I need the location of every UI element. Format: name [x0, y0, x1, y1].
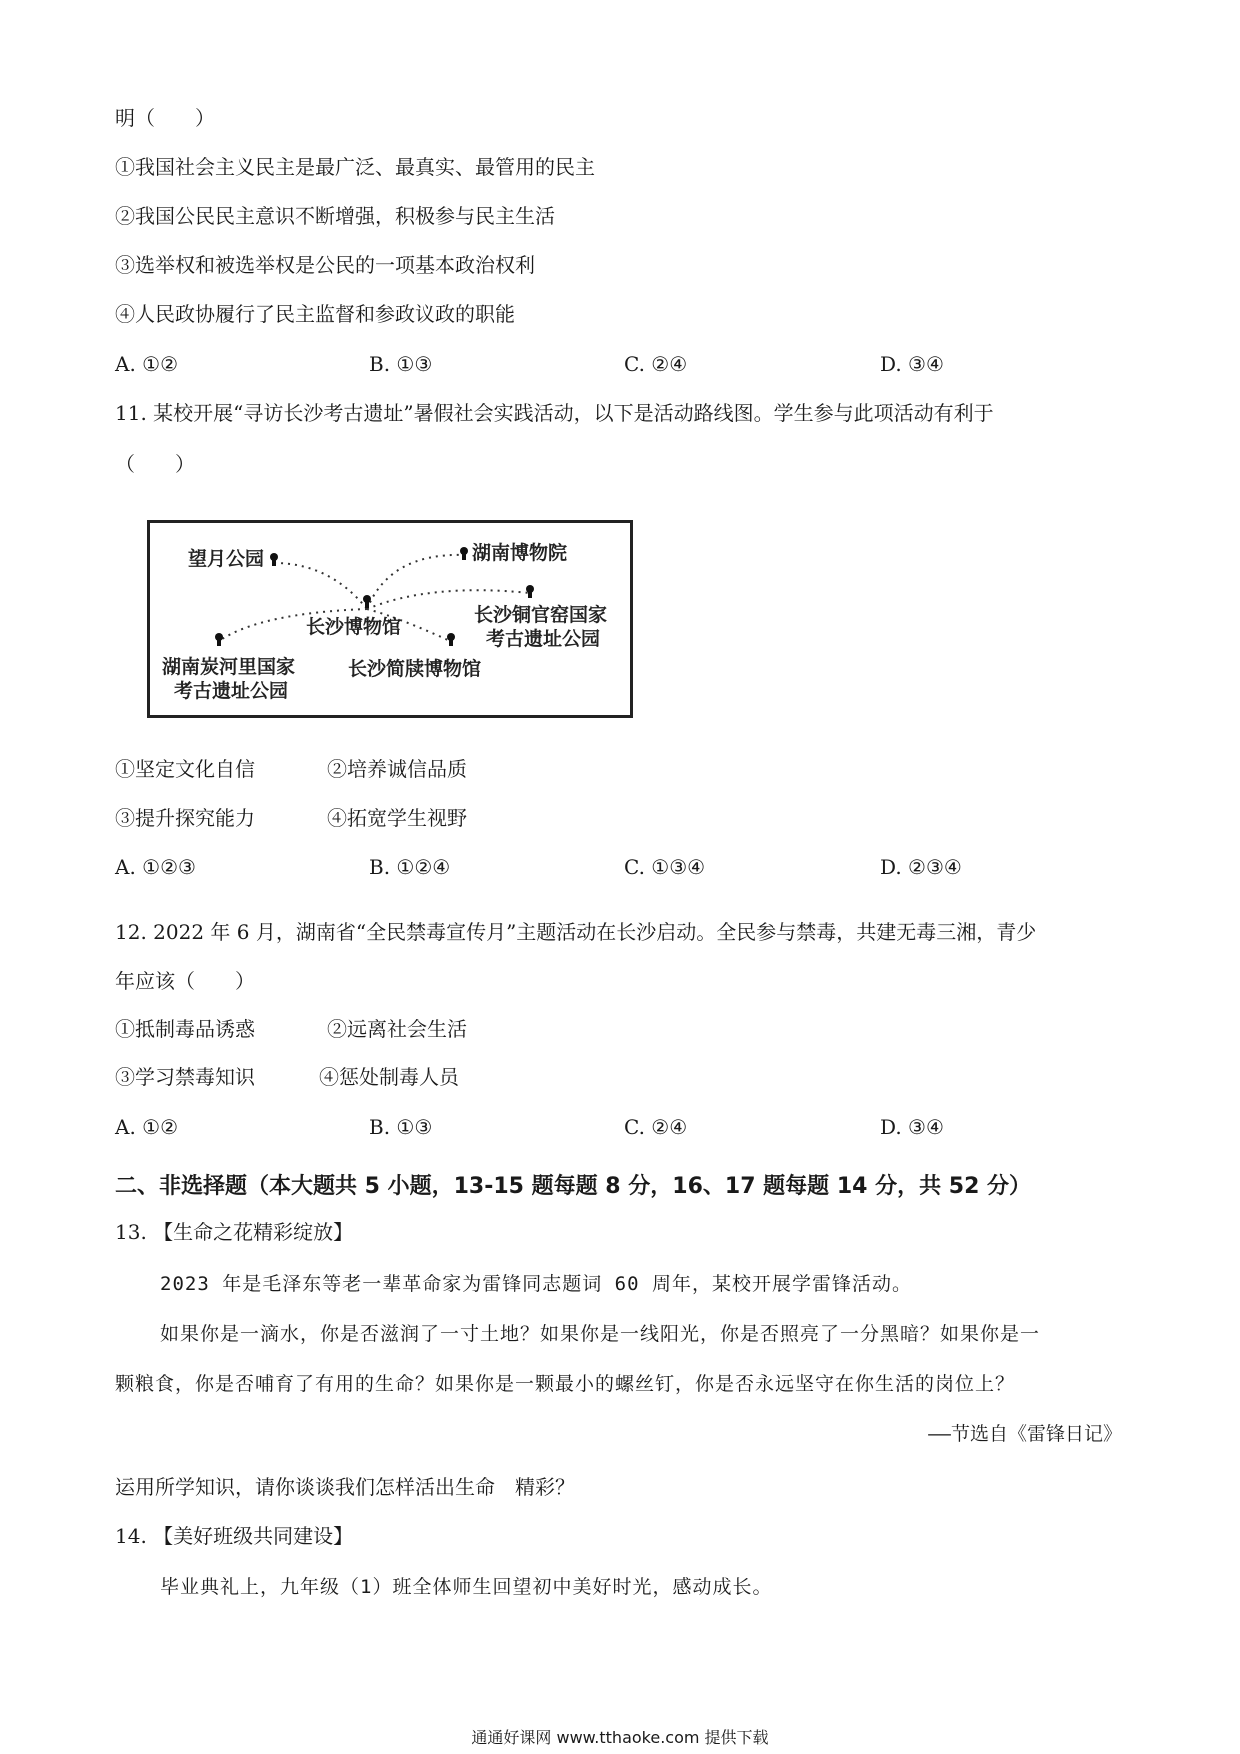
route-hunan-museum: [367, 555, 463, 609]
q10-item-4: ④人民政协履行了民主监督和参政议政的职能: [115, 302, 515, 326]
label-jiandu: 长沙简牍博物馆: [348, 658, 482, 680]
page-footer: 通通好课网 www.tthaoke.com 提供下载: [471, 1728, 769, 1747]
q11-item-4: ④拓宽学生视野: [327, 806, 467, 830]
q10-item-1: ①我国社会主义民主是最广泛、最真实、最管用的民主: [115, 155, 595, 179]
route-wangyue: [274, 563, 367, 609]
q12-item-2: ②远离社会生活: [327, 1017, 467, 1041]
route-map: [147, 520, 633, 718]
pin-jiandu-icon: [447, 633, 455, 641]
q10-option-b: B. ①③: [369, 352, 433, 376]
q11-stem-line2: （ ）: [115, 452, 195, 476]
q11-item-3: ③提升探究能力: [115, 806, 255, 830]
q10-item-3: ③选举权和被选举权是公民的一项基本政治权利: [115, 253, 535, 277]
label-tongguanyao-2: 考古遗址公园: [486, 628, 601, 650]
section-2-title: 二、非选择题（本大题共 5 小题，13-15 题每题 8 分，16、17 题每题 14 分，共 52 分）: [115, 1174, 1032, 1199]
q13-source: ——节选自《雷锋日记》: [928, 1423, 1122, 1445]
q12-option-d: D. ③④: [880, 1115, 944, 1139]
q11-option-a: A. ①②③: [115, 855, 196, 879]
pin-hunan-museum-icon: [460, 547, 468, 555]
label-wangyue: 望月公园: [188, 548, 265, 570]
pin-tongguanyao-icon: [526, 585, 534, 593]
pin-changsha-museum-icon: [363, 595, 371, 603]
q10-stem-tail: 明（ ）: [115, 106, 215, 130]
q11-option-b: B. ①②④: [369, 855, 451, 879]
q11-option-d: D. ②③④: [880, 855, 962, 879]
q10-option-d: D. ③④: [880, 352, 944, 376]
q14-para1: 毕业典礼上，九年级（1）班全体师生回望初中美好时光，感动成长。: [160, 1576, 773, 1598]
q12-item-3: ③学习禁毒知识: [115, 1065, 255, 1089]
q10-option-c: C. ②④: [624, 352, 688, 376]
q14-heading: 14. 【美好班级共同建设】: [115, 1524, 354, 1548]
q13-heading: 13. 【生命之花精彩绽放】: [115, 1220, 354, 1244]
pin-wangyue-icon: [270, 553, 278, 561]
q12-stem-line2: 年应该（ ）: [115, 969, 255, 993]
q11-stem-line1: 11. 某校开展“寻访长沙考古遗址”暑假社会实践活动，以下是活动路线图。学生参与此项活动有利于: [115, 401, 994, 425]
q12-option-c: C. ②④: [624, 1115, 688, 1139]
label-tanheli-1: 湖南炭河里国家: [162, 656, 296, 678]
q12-item-4: ④惩处制毒人员: [319, 1065, 459, 1089]
q10-option-a: A. ①②: [115, 352, 179, 376]
pin-tanheli-icon: [215, 633, 223, 641]
q13-question: 运用所学知识，请你谈谈我们怎样活出生命 精彩？: [115, 1475, 575, 1499]
q13-para2-line1: 如果你是一滴水，你是否滋润了一寸土地？如果你是一线阳光，你是否照亮了一分黑暗？如果你是一: [160, 1323, 1041, 1345]
q12-item-1: ①抵制毒品诱惑: [115, 1017, 255, 1041]
q10-item-2: ②我国公民民主意识不断增强，积极参与民主生活: [115, 204, 555, 228]
q13-para2-line2: 颗粮食，你是否哺育了有用的生命？如果你是一颗最小的螺丝钉，你是否永远坚守在你生活的岗位上？: [115, 1373, 1016, 1395]
label-tanheli-2: 考古遗址公园: [174, 680, 289, 702]
q12-stem-line1: 12. 2022 年 6 月，湖南省“全民禁毒宣传月”主题活动在长沙启动。全民参与禁毒，共建无毒三湘，青少: [115, 920, 1037, 944]
q11-item-2: ②培养诚信品质: [327, 757, 467, 781]
q11-item-1: ①坚定文化自信: [115, 757, 255, 781]
q11-option-c: C. ①③④: [624, 855, 706, 879]
label-tongguanyao-1: 长沙铜官窑国家: [474, 604, 608, 626]
q13-para1: 2023 年是毛泽东等老一辈革命家为雷锋同志题词 60 周年，某校开展学雷锋活动。: [160, 1273, 912, 1295]
q12-option-b: B. ①③: [369, 1115, 433, 1139]
label-hunan-museum: 湖南博物院: [472, 542, 568, 564]
label-changsha-museum: 长沙博物馆: [306, 616, 402, 638]
q12-option-a: A. ①②: [115, 1115, 179, 1139]
